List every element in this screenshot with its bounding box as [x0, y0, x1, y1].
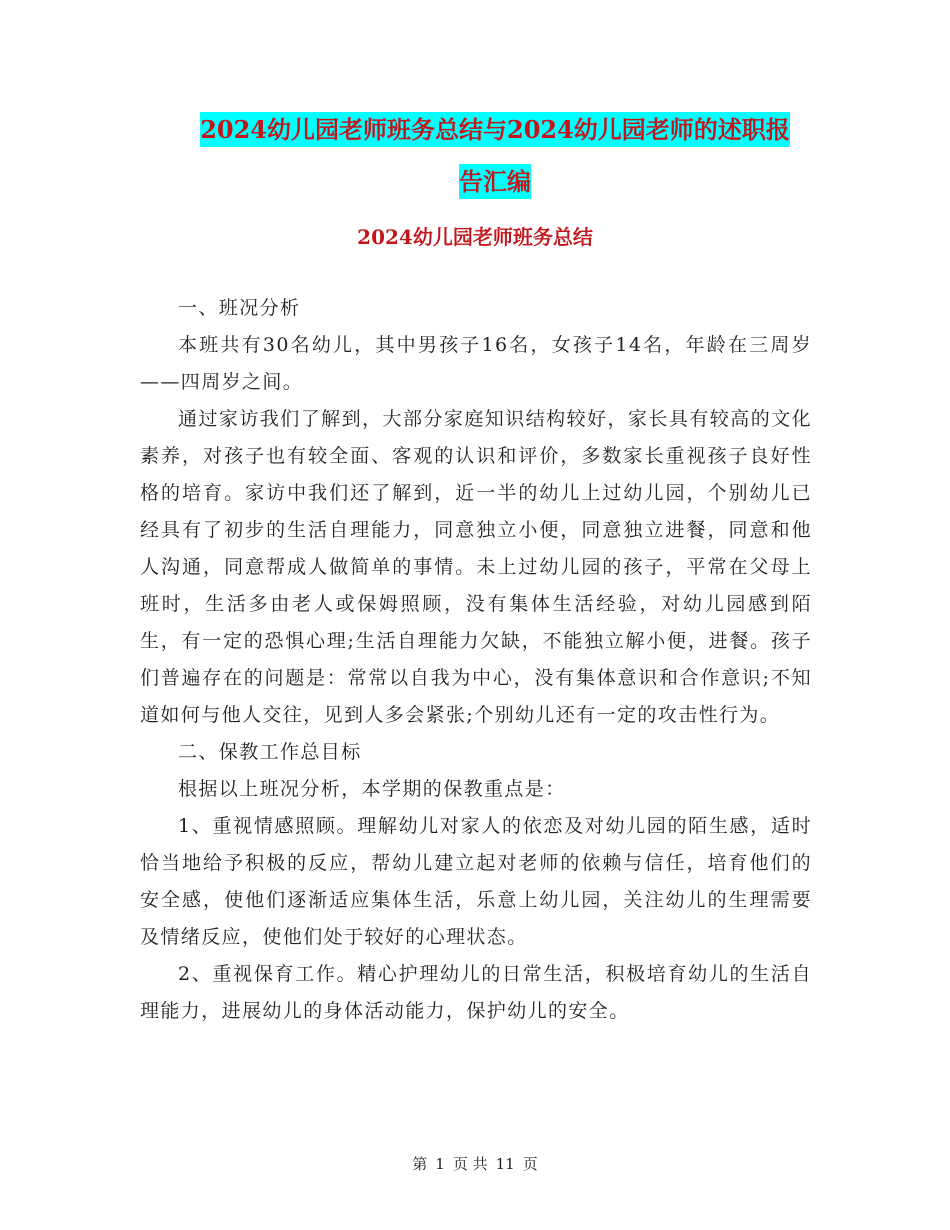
heading-class-analysis: 一、班况分析 [178, 297, 301, 319]
paragraph-emotional-care: 1、重视情感照顾。理解幼儿对家人的依恋及对幼儿园的陌生感，适时恰当地给予积极的反应，帮幼儿建立起对老师的依赖与信任，培育他们的安全感，使他们逐渐适应集体生活，乐意上幼儿园，关注幼儿的生理需要及情绪反应，使他们处于较好的心理状态。 [140, 815, 812, 948]
footer-prefix: 第 [412, 1155, 428, 1173]
document-body [140, 290, 812, 1030]
page-footer [0, 1152, 950, 1176]
footer-suffix: 页 [522, 1155, 538, 1173]
document-title [140, 104, 850, 208]
paragraph-class-size: 本班共有30名幼儿，其中男孩子16名，女孩子14名，年龄在三周岁——四周岁之间。 [140, 334, 812, 393]
footer-middle: 页 共 [452, 1155, 488, 1173]
section-title: 2024幼儿园老师班务总结 [357, 225, 593, 249]
heading-overall-goals: 二、保教工作总目标 [178, 741, 362, 763]
document-title-line-2: 告汇编 [459, 164, 531, 199]
document-title-line-1: 2024幼儿园老师班务总结与2024幼儿园老师的述职报 [200, 112, 790, 147]
footer-page-number: 1 [435, 1155, 445, 1173]
paragraph-childcare-work: 2、重视保育工作。精心护理幼儿的日常生活，积极培育幼儿的生活自理能力，进展幼儿的身体活动能力，保护幼儿的安全。 [140, 963, 812, 1022]
paragraph-home-visit: 通过家访我们了解到，大部分家庭知识结构较好，家长具有较高的文化素养，对孩子也有较全面、客观的认识和评价，多数家长重视孩子良好性格的培育。家访中我们还了解到，近一半的幼儿上过幼儿园，个别幼儿已经具有了初步的生活自理能力，同意独立小便，同意独立进餐，同意和他人沟通，同意帮成人做简单的事情。未上过幼儿园的孩子，平常在父母上班时，生活多由老人或保姆照顾，没有集体生活经验，对幼儿园感到陌生，有一定的恐惧心理;生活自理能力欠缺，不能独立解小便，进餐。孩子们普遍存在的问题是：常常以自我为中心，没有集体意识和合作意识;不知道如何与他人交往，见到人多会紧张;个别幼儿还有一定的攻击性行为。 [140, 408, 812, 726]
paragraph-goals-intro: 根据以上班况分析，本学期的保教重点是： [178, 778, 566, 800]
footer-total-pages: 11 [495, 1155, 515, 1173]
